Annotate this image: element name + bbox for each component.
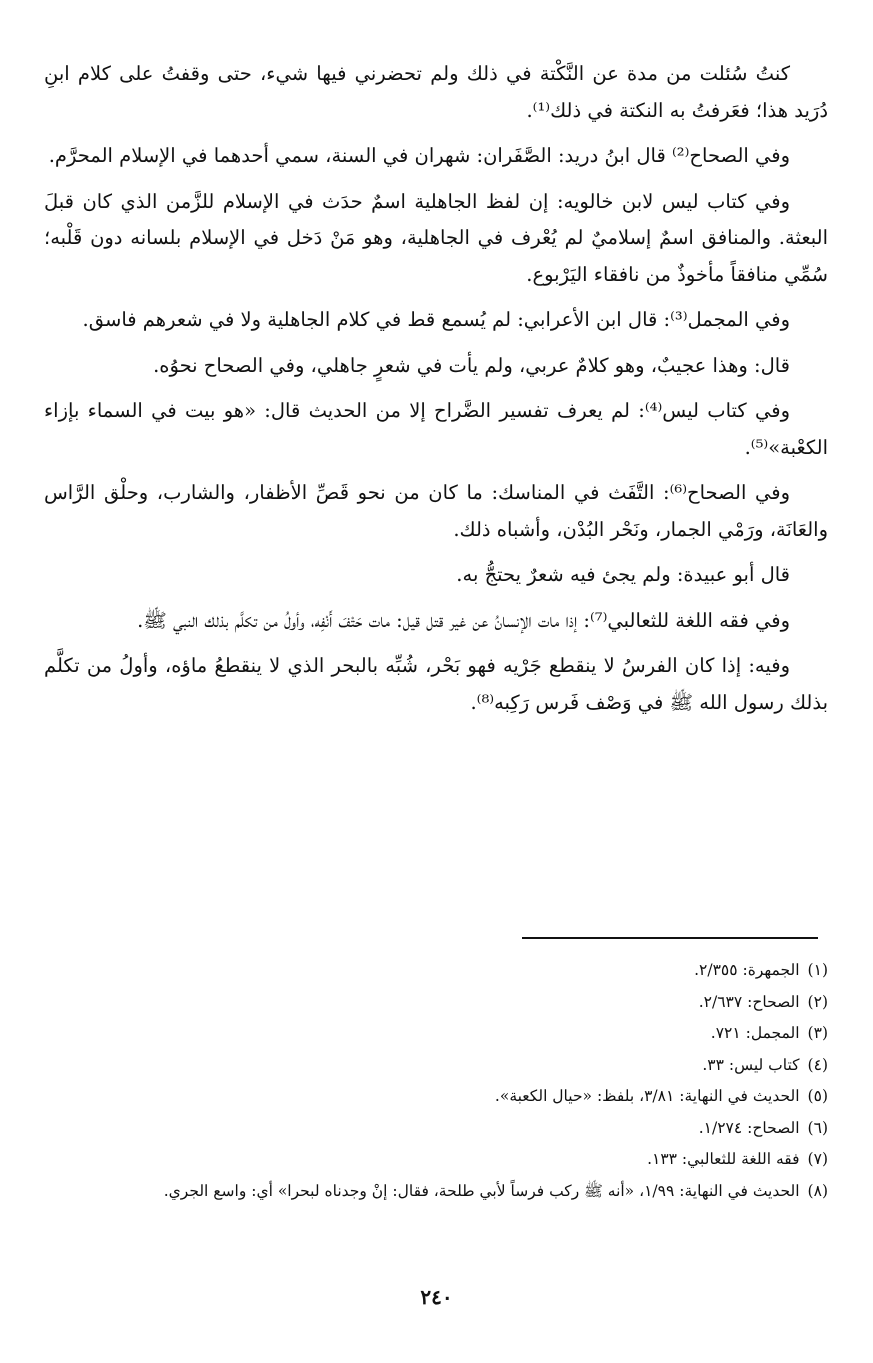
paragraph: وفي فقه اللغة للثعالبي⁽⁷⁾: إذا مات الإنسانُ عن غير قتل قيل: مات حَتْفَ أَنْفِه، وأولُ من تكلَّم بذلك النبي ﷺ. <box>137 608 790 632</box>
footnote-number: (١) <box>807 961 828 979</box>
footnote-number: (٨) <box>807 1181 828 1200</box>
footnote-number: (٤) <box>807 1055 828 1074</box>
paragraph: وفي كتاب ليس⁽⁴⁾: لم يعرف تفسير الضَّراح إلا من الحديث قال: «هو بيت في السماء بإزاء الكعْبة»⁽⁵⁾. <box>44 399 828 459</box>
footnote <box>40 1081 828 1113</box>
footnote-text: الجمهرة: ٢/٣٥٥. <box>694 961 800 979</box>
paragraph: كنتُ سُئلت من مدة عن النَّكْتة في ذلك ولم تحضرني فيها شيء، حتى وقفتُ على كلام ابنِ دُرَيد هذا؛ فعَرفتُ به النكتة في ذلك⁽¹⁾. <box>44 62 828 122</box>
footnote-number: (٦) <box>807 1118 828 1137</box>
footnote <box>40 1144 828 1176</box>
footnote-text: الصحاح: ١/٢٧٤. <box>698 1118 800 1137</box>
footnote-number: (٣) <box>807 1024 828 1042</box>
paragraph: وفي كتاب ليس لابن خالويه: إن لفظ الجاهلية اسمٌ حدَث في الإسلام للزَّمن الذي كان قبلَ البعثة. والمنافق اسمٌ إسلاميٌ لم يُعْرف في الجاهلية، وهو مَنْ دَخل في الإسلام بلسانه دون قَلْبه؛ سُمِّي منافقاً مأخوذٌ من نافقاء اليَرْبوع. <box>44 189 828 286</box>
footnote-text: الصحاح: ٢/٦٣٧. <box>698 992 800 1011</box>
footnote <box>40 1113 828 1145</box>
footnote-divider <box>522 937 818 939</box>
paragraph: وفي المجمل⁽³⁾: قال ابن الأعرابي: لم يُسمع قط في كلام الجاهلية ولا في شعرهم فاسق. <box>82 308 790 331</box>
footnote <box>40 955 828 987</box>
paragraph: قال أبو عبيدة: ولم يجئ فيه شعرٌ يحتجُّ به. <box>456 563 790 586</box>
paragraph: وفيه: إذا كان الفرسُ لا ينقطع جَرْيه فهو بَحْر، شُبِّه بالبحر الذي لا ينقطعُ ماؤه، وأولُ من تكلَّم بذلك رسول الله ﷺ في وَصْف فَرس رَكِبه⁽⁸⁾. <box>44 654 828 714</box>
footnote <box>40 1050 828 1082</box>
paragraph: وفي الصحاح⁽²⁾ قال ابنُ دريد: الصَّفَران: شهران في السنة، سمي أحدهما في الإسلام المحرَّم. <box>48 144 790 167</box>
footnote <box>40 1176 828 1208</box>
footnote <box>40 987 828 1019</box>
footnote-number: (٢) <box>807 992 828 1011</box>
paragraph: وفي الصحاح⁽⁶⁾: التَّفَث في المناسك: ما كان من نحو قَصِّ الأظفار، والشارب، وحلْق الرَّاس والعَانَة، ورَمْي الجمار، ونَحْر البُدْن، وأشباه ذلك. <box>44 481 828 541</box>
footnote-text: المجمل: ٧٢١. <box>710 1024 800 1042</box>
footnote-number: (٥) <box>807 1087 828 1105</box>
footnote <box>40 1018 828 1050</box>
footnote-number: (٧) <box>807 1150 828 1168</box>
paragraph: قال: وهذا عجيبٌ، وهو كلامٌ عربي، ولم يأت في شعرٍ جاهلي، وفي الصحاح نحوُه. <box>153 353 790 377</box>
footnote-text: كتاب ليس: ٣٣. <box>702 1055 800 1074</box>
footnotes <box>40 955 828 1207</box>
page-number: ٢٤٠ <box>420 1285 453 1309</box>
main-text <box>44 56 828 730</box>
footnote-text: الحديث في النهاية: ١/٩٩، «أنه ﷺ ركب فرساً لأبي طلحة، فقال: إنْ وجدناه لبحرا» أي: واسع الجري. <box>163 1181 800 1200</box>
footnote-text: فقه اللغة للثعالبي: ١٣٣. <box>647 1150 800 1168</box>
footnote-text: الحديث في النهاية: ٣/٨١، بلفظ: «حيال الكعبة». <box>494 1087 800 1105</box>
